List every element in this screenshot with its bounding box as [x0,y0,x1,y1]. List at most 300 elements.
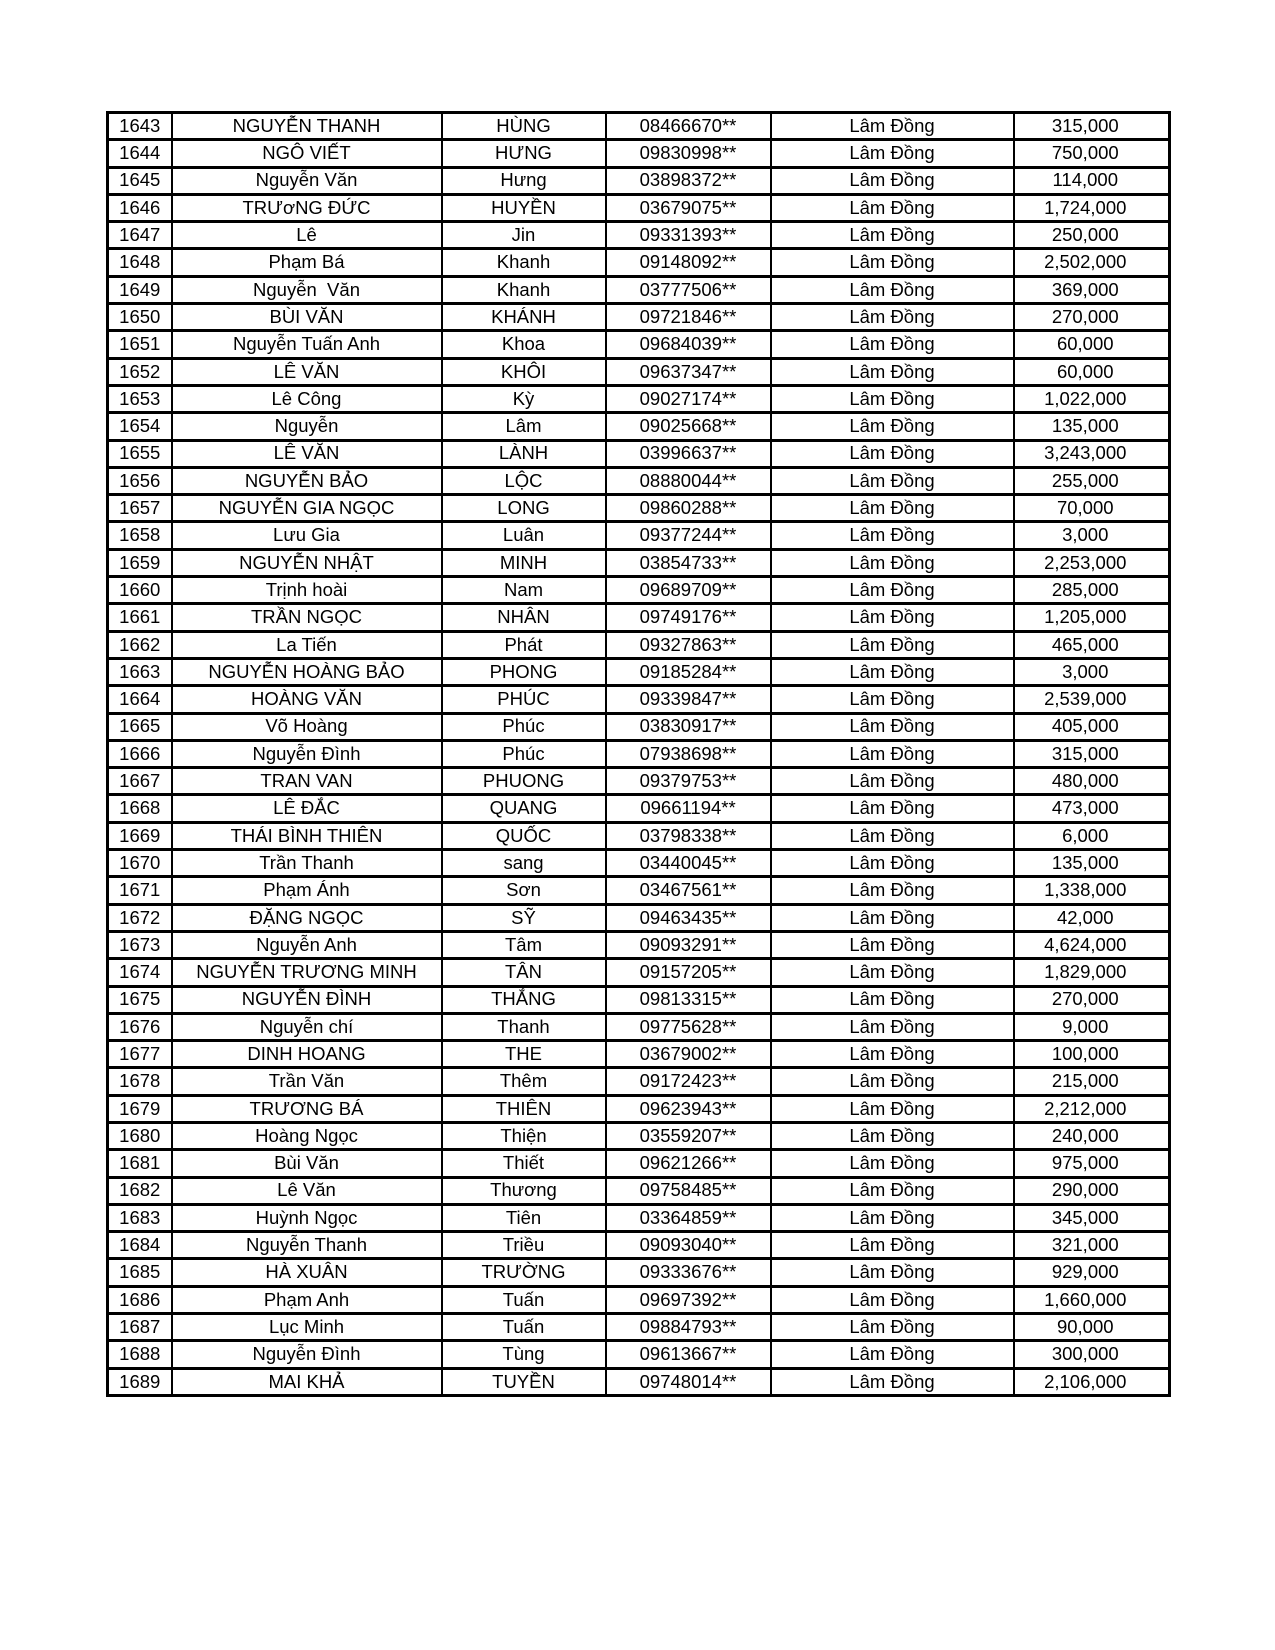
table-row [108,549,1170,576]
phone-cell: 09775628** [606,1013,771,1040]
phone-cell: 09327863** [606,631,771,658]
name-cell: LÊ VĂN [172,440,442,467]
table-row [108,467,1170,494]
name-cell: Lục Minh [172,1314,442,1341]
table-row [108,1286,1170,1313]
table-row [108,1177,1170,1204]
name-cell: Nguyễn Văn [172,276,442,303]
province-cell: Lâm Đồng [771,194,1014,221]
amount-cell: 3,243,000 [1014,440,1170,467]
name-cell: NGUYỄN THANH [172,113,442,140]
phone-cell: 09463435** [606,904,771,931]
phone-cell: 09749176** [606,604,771,631]
row-number-cell: 1660 [108,577,172,604]
province-cell: Lâm Đồng [771,713,1014,740]
row-number-cell: 1666 [108,740,172,767]
row-number-cell: 1658 [108,522,172,549]
table-row [108,686,1170,713]
phone-cell: 09884793** [606,1314,771,1341]
phone-cell: 09377244** [606,522,771,549]
phone-cell: 09157205** [606,959,771,986]
phone-cell: 09830998** [606,140,771,167]
name-cell: Hoàng Ngọc [172,1122,442,1149]
phone-cell: 09758485** [606,1177,771,1204]
row-number-cell: 1682 [108,1177,172,1204]
phone-cell: 09721846** [606,304,771,331]
province-cell: Lâm Đồng [771,604,1014,631]
amount-cell: 42,000 [1014,904,1170,931]
phone-cell: 09613667** [606,1341,771,1368]
row-number-cell: 1677 [108,1041,172,1068]
amount-cell: 60,000 [1014,358,1170,385]
given-name-cell: Thiện [442,1122,606,1149]
province-cell: Lâm Đồng [771,1122,1014,1149]
row-number-cell: 1676 [108,1013,172,1040]
name-cell: NGUYỄN HOÀNG BẢO [172,658,442,685]
amount-cell: 473,000 [1014,795,1170,822]
row-number-cell: 1680 [108,1122,172,1149]
province-cell: Lâm Đồng [771,822,1014,849]
name-cell: NGUYỄN ĐÌNH [172,986,442,1013]
row-number-cell: 1650 [108,304,172,331]
table-row [108,822,1170,849]
amount-cell: 465,000 [1014,631,1170,658]
amount-cell: 255,000 [1014,467,1170,494]
phone-cell: 09093040** [606,1232,771,1259]
province-cell: Lâm Đồng [771,795,1014,822]
table-row [108,440,1170,467]
name-cell: HOÀNG VĂN [172,686,442,713]
given-name-cell: Tiên [442,1204,606,1231]
province-cell: Lâm Đồng [771,440,1014,467]
table-row [108,495,1170,522]
phone-cell: 09148092** [606,249,771,276]
province-cell: Lâm Đồng [771,904,1014,931]
given-name-cell: PHUONG [442,768,606,795]
province-cell: Lâm Đồng [771,1177,1014,1204]
table-row [108,358,1170,385]
table-row [108,904,1170,931]
name-cell: LÊ ĐẮC [172,795,442,822]
given-name-cell: THIÊN [442,1095,606,1122]
province-cell: Lâm Đồng [771,113,1014,140]
row-number-cell: 1668 [108,795,172,822]
phone-cell: 09623943** [606,1095,771,1122]
amount-cell: 1,660,000 [1014,1286,1170,1313]
name-cell: Nguyễn Thanh [172,1232,442,1259]
province-cell: Lâm Đồng [771,276,1014,303]
phone-cell: 09025668** [606,413,771,440]
name-cell: Trần Thanh [172,850,442,877]
amount-cell: 480,000 [1014,768,1170,795]
row-number-cell: 1646 [108,194,172,221]
phone-cell: 03364859** [606,1204,771,1231]
province-cell: Lâm Đồng [771,1286,1014,1313]
province-cell: Lâm Đồng [771,249,1014,276]
phone-cell: 09379753** [606,768,771,795]
province-cell: Lâm Đồng [771,467,1014,494]
table-row [108,604,1170,631]
given-name-cell: Phúc [442,740,606,767]
row-number-cell: 1644 [108,140,172,167]
name-cell: THÁI BÌNH THIÊN [172,822,442,849]
row-number-cell: 1678 [108,1068,172,1095]
province-cell: Lâm Đồng [771,877,1014,904]
name-cell: Phạm Bá [172,249,442,276]
row-number-cell: 1649 [108,276,172,303]
amount-cell: 405,000 [1014,713,1170,740]
given-name-cell: Phát [442,631,606,658]
phone-cell: 09027174** [606,385,771,412]
row-number-cell: 1661 [108,604,172,631]
given-name-cell: HUYỀN [442,194,606,221]
amount-cell: 60,000 [1014,331,1170,358]
row-number-cell: 1667 [108,768,172,795]
given-name-cell: HƯNG [442,140,606,167]
name-cell: Võ Hoàng [172,713,442,740]
row-number-cell: 1672 [108,904,172,931]
row-number-cell: 1681 [108,1150,172,1177]
name-cell: Nguyễn Đình [172,1341,442,1368]
given-name-cell: QUỐC [442,822,606,849]
name-cell: Lê [172,222,442,249]
row-number-cell: 1663 [108,658,172,685]
province-cell: Lâm Đồng [771,549,1014,576]
phone-cell: 09661194** [606,795,771,822]
phone-cell: 03679075** [606,194,771,221]
province-cell: Lâm Đồng [771,358,1014,385]
row-number-cell: 1675 [108,986,172,1013]
row-number-cell: 1684 [108,1232,172,1259]
table-row [108,877,1170,904]
amount-cell: 240,000 [1014,1122,1170,1149]
amount-cell: 975,000 [1014,1150,1170,1177]
province-cell: Lâm Đồng [771,1041,1014,1068]
table-row [108,1122,1170,1149]
row-number-cell: 1671 [108,877,172,904]
given-name-cell: Jin [442,222,606,249]
table-row [108,1095,1170,1122]
province-cell: Lâm Đồng [771,1232,1014,1259]
name-cell: Nguyễn chí [172,1013,442,1040]
table-row [108,1204,1170,1231]
given-name-cell: Phúc [442,713,606,740]
name-cell: NGUYỄN GIA NGỌC [172,495,442,522]
phone-cell: 09689709** [606,577,771,604]
table-row [108,276,1170,303]
table-body [108,113,1170,1396]
amount-cell: 1,829,000 [1014,959,1170,986]
phone-cell: 03777506** [606,276,771,303]
name-cell: ĐẶNG NGỌC [172,904,442,931]
amount-cell: 345,000 [1014,1204,1170,1231]
table-row [108,249,1170,276]
phone-cell: 03440045** [606,850,771,877]
name-cell: HÀ XUÂN [172,1259,442,1286]
name-cell: Nguyễn Anh [172,931,442,958]
given-name-cell: Nam [442,577,606,604]
table-row [108,1150,1170,1177]
amount-cell: 369,000 [1014,276,1170,303]
table-row [108,522,1170,549]
province-cell: Lâm Đồng [771,850,1014,877]
amount-cell: 250,000 [1014,222,1170,249]
phone-cell: 09331393** [606,222,771,249]
phone-cell: 03467561** [606,877,771,904]
province-cell: Lâm Đồng [771,167,1014,194]
amount-cell: 3,000 [1014,522,1170,549]
table-row [108,1314,1170,1341]
given-name-cell: LONG [442,495,606,522]
name-cell: LÊ VĂN [172,358,442,385]
row-number-cell: 1683 [108,1204,172,1231]
province-cell: Lâm Đồng [771,768,1014,795]
given-name-cell: Triều [442,1232,606,1259]
province-cell: Lâm Đồng [771,304,1014,331]
amount-cell: 929,000 [1014,1259,1170,1286]
given-name-cell: Thanh [442,1013,606,1040]
given-name-cell: Khoa [442,331,606,358]
amount-cell: 750,000 [1014,140,1170,167]
given-name-cell: Tùng [442,1341,606,1368]
phone-cell: 03854733** [606,549,771,576]
amount-cell: 2,502,000 [1014,249,1170,276]
table-row [108,1041,1170,1068]
phone-cell: 03679002** [606,1041,771,1068]
province-cell: Lâm Đồng [771,658,1014,685]
given-name-cell: Sơn [442,877,606,904]
name-cell: TRƯơNG ĐỨC [172,194,442,221]
given-name-cell: QUANG [442,795,606,822]
amount-cell: 9,000 [1014,1013,1170,1040]
table-row [108,413,1170,440]
row-number-cell: 1655 [108,440,172,467]
name-cell: Lưu Gia [172,522,442,549]
row-number-cell: 1670 [108,850,172,877]
province-cell: Lâm Đồng [771,1368,1014,1395]
given-name-cell: Luân [442,522,606,549]
name-cell: TRẦN NGỌC [172,604,442,631]
given-name-cell: SỸ [442,904,606,931]
province-cell: Lâm Đồng [771,931,1014,958]
table-row [108,113,1170,140]
given-name-cell: Lâm [442,413,606,440]
table-row [108,1232,1170,1259]
amount-cell: 2,212,000 [1014,1095,1170,1122]
given-name-cell: TÂN [442,959,606,986]
row-number-cell: 1651 [108,331,172,358]
row-number-cell: 1643 [108,113,172,140]
province-cell: Lâm Đồng [771,986,1014,1013]
given-name-cell: Kỳ [442,385,606,412]
row-number-cell: 1645 [108,167,172,194]
donation-list-table [106,111,1171,1397]
row-number-cell: 1673 [108,931,172,958]
amount-cell: 290,000 [1014,1177,1170,1204]
province-cell: Lâm Đồng [771,740,1014,767]
phone-cell: 03798338** [606,822,771,849]
name-cell: TRƯƠNG BÁ [172,1095,442,1122]
name-cell: NGUYỄN TRƯƠNG MINH [172,959,442,986]
province-cell: Lâm Đồng [771,222,1014,249]
province-cell: Lâm Đồng [771,1095,1014,1122]
table-row [108,658,1170,685]
name-cell: TRAN VAN [172,768,442,795]
given-name-cell: NHÂN [442,604,606,631]
row-number-cell: 1652 [108,358,172,385]
table-row [108,167,1170,194]
phone-cell: 09333676** [606,1259,771,1286]
row-number-cell: 1657 [108,495,172,522]
table-row [108,385,1170,412]
amount-cell: 315,000 [1014,113,1170,140]
row-number-cell: 1653 [108,385,172,412]
table-row [108,959,1170,986]
phone-cell: 03996637** [606,440,771,467]
province-cell: Lâm Đồng [771,1204,1014,1231]
amount-cell: 270,000 [1014,986,1170,1013]
table-row [108,713,1170,740]
given-name-cell: Tuấn [442,1286,606,1313]
given-name-cell: KHÔI [442,358,606,385]
name-cell: Nguyễn [172,413,442,440]
name-cell: Bùi Văn [172,1150,442,1177]
row-number-cell: 1674 [108,959,172,986]
phone-cell: 07938698** [606,740,771,767]
given-name-cell: Thiết [442,1150,606,1177]
name-cell: Nguyễn Tuấn Anh [172,331,442,358]
phone-cell: 03898372** [606,167,771,194]
phone-cell: 09185284** [606,658,771,685]
given-name-cell: Khanh [442,276,606,303]
amount-cell: 135,000 [1014,413,1170,440]
given-name-cell: Khanh [442,249,606,276]
row-number-cell: 1665 [108,713,172,740]
row-number-cell: 1659 [108,549,172,576]
table-row [108,194,1170,221]
name-cell: Lê Công [172,385,442,412]
province-cell: Lâm Đồng [771,495,1014,522]
province-cell: Lâm Đồng [771,1341,1014,1368]
table-row [108,795,1170,822]
row-number-cell: 1662 [108,631,172,658]
given-name-cell: PHONG [442,658,606,685]
row-number-cell: 1669 [108,822,172,849]
table-row [108,768,1170,795]
name-cell: MAI KHẢ [172,1368,442,1395]
phone-cell: 09748014** [606,1368,771,1395]
table-row [108,1068,1170,1095]
amount-cell: 135,000 [1014,850,1170,877]
name-cell: Trịnh hoài [172,577,442,604]
table-row [108,577,1170,604]
phone-cell: 09093291** [606,931,771,958]
name-cell: Huỳnh Ngọc [172,1204,442,1231]
table-row [108,331,1170,358]
given-name-cell: HÙNG [442,113,606,140]
given-name-cell: Tuấn [442,1314,606,1341]
row-number-cell: 1648 [108,249,172,276]
given-name-cell: Tâm [442,931,606,958]
name-cell: Nguyễn Đình [172,740,442,767]
name-cell: NGUYỄN NHẬT [172,549,442,576]
amount-cell: 1,205,000 [1014,604,1170,631]
phone-cell: 09172423** [606,1068,771,1095]
table-row [108,631,1170,658]
name-cell: Phạm Ánh [172,877,442,904]
amount-cell: 70,000 [1014,495,1170,522]
table-row [108,986,1170,1013]
table-row [108,304,1170,331]
amount-cell: 1,338,000 [1014,877,1170,904]
table-row [108,850,1170,877]
row-number-cell: 1647 [108,222,172,249]
province-cell: Lâm Đồng [771,631,1014,658]
amount-cell: 215,000 [1014,1068,1170,1095]
phone-cell: 09860288** [606,495,771,522]
given-name-cell: Thêm [442,1068,606,1095]
phone-cell: 03830917** [606,713,771,740]
province-cell: Lâm Đồng [771,413,1014,440]
table-row [108,1368,1170,1395]
name-cell: NGUYỄN BẢO [172,467,442,494]
phone-cell: 03559207** [606,1122,771,1149]
given-name-cell: TUYỀN [442,1368,606,1395]
amount-cell: 2,106,000 [1014,1368,1170,1395]
table-row [108,222,1170,249]
name-cell: BÙI VĂN [172,304,442,331]
name-cell: Phạm Anh [172,1286,442,1313]
given-name-cell: THE [442,1041,606,1068]
amount-cell: 4,624,000 [1014,931,1170,958]
province-cell: Lâm Đồng [771,1013,1014,1040]
name-cell: NGÔ VIẾT [172,140,442,167]
province-cell: Lâm Đồng [771,1150,1014,1177]
row-number-cell: 1685 [108,1259,172,1286]
name-cell: La Tiến [172,631,442,658]
amount-cell: 3,000 [1014,658,1170,685]
row-number-cell: 1689 [108,1368,172,1395]
amount-cell: 6,000 [1014,822,1170,849]
amount-cell: 2,253,000 [1014,549,1170,576]
province-cell: Lâm Đồng [771,522,1014,549]
amount-cell: 100,000 [1014,1041,1170,1068]
province-cell: Lâm Đồng [771,331,1014,358]
table-row [108,1341,1170,1368]
phone-cell: 08466670** [606,113,771,140]
amount-cell: 300,000 [1014,1341,1170,1368]
row-number-cell: 1679 [108,1095,172,1122]
given-name-cell: TRƯỜNG [442,1259,606,1286]
province-cell: Lâm Đồng [771,1314,1014,1341]
table-row [108,1259,1170,1286]
province-cell: Lâm Đồng [771,385,1014,412]
row-number-cell: 1686 [108,1286,172,1313]
given-name-cell: Hưng [442,167,606,194]
amount-cell: 270,000 [1014,304,1170,331]
phone-cell: 09813315** [606,986,771,1013]
name-cell: DINH HOANG [172,1041,442,1068]
phone-cell: 09339847** [606,686,771,713]
table-row [108,140,1170,167]
phone-cell: 09637347** [606,358,771,385]
amount-cell: 2,539,000 [1014,686,1170,713]
phone-cell: 09621266** [606,1150,771,1177]
row-number-cell: 1654 [108,413,172,440]
province-cell: Lâm Đồng [771,686,1014,713]
province-cell: Lâm Đồng [771,140,1014,167]
name-cell: Nguyễn Văn [172,167,442,194]
